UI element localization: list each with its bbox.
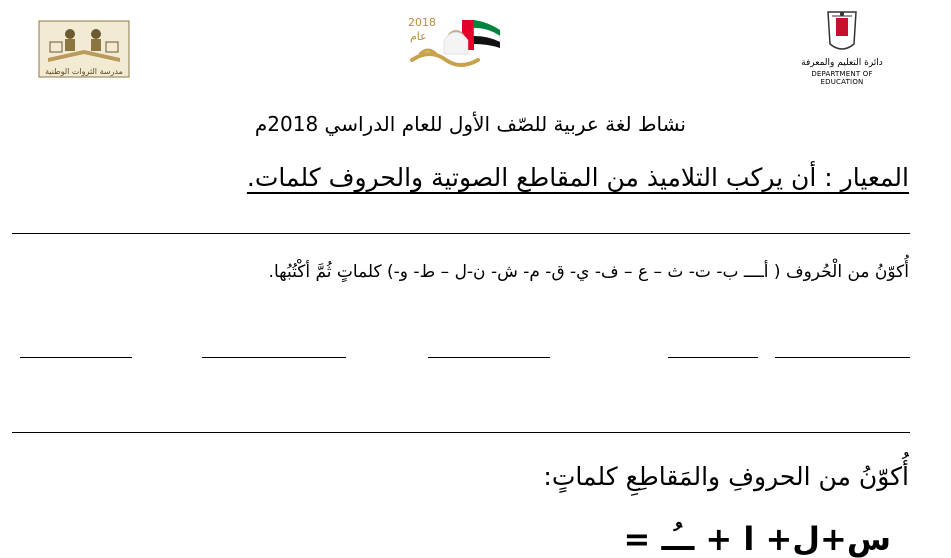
school-logo <box>38 20 130 78</box>
word-building-exercise: س+ل+ ا + ــُـ = <box>623 520 891 558</box>
zayed-year: 2018 <box>408 16 436 29</box>
instruction-compose-syllables: أُكوّنُ من الحروفِ والمَقاطِعِ كلماتٍ: <box>543 462 909 491</box>
answer-blank[interactable] <box>20 357 132 358</box>
department-of-education-logo <box>792 8 892 86</box>
zayed-word: عام <box>410 30 427 43</box>
instruction-compose-letters: أُكوّنُ من الْحُروف ( أــــ ب- ت- ث – ع – ف- ي- ق- م- ش- ن-ل – ط- و-) كلماتٍ ثُمَّ أكْتُبُها. <box>268 262 909 282</box>
school-logo-text: مدرسة الثروات الوطنية <box>45 67 123 76</box>
activity-title: نشاط لغة عربية للصّف الأول للعام الدراسي 2018م <box>254 112 686 136</box>
criterion-heading: المعيار : أن يركب التلاميذ من المقاطع الصوتية والحروف كلمات. <box>246 163 909 192</box>
year-of-zayed-logo <box>400 10 504 72</box>
answer-blank[interactable] <box>202 357 346 358</box>
doe-arabic-name: دائرة التعليم والمعرفة <box>801 58 883 68</box>
answer-blank[interactable] <box>775 357 910 358</box>
doe-english-name: DEPARTMENT OF EDUCATION <box>811 70 873 86</box>
answer-blank[interactable] <box>668 357 758 358</box>
divider-line <box>12 432 910 433</box>
divider-line <box>12 233 910 234</box>
answer-blank[interactable] <box>428 357 550 358</box>
